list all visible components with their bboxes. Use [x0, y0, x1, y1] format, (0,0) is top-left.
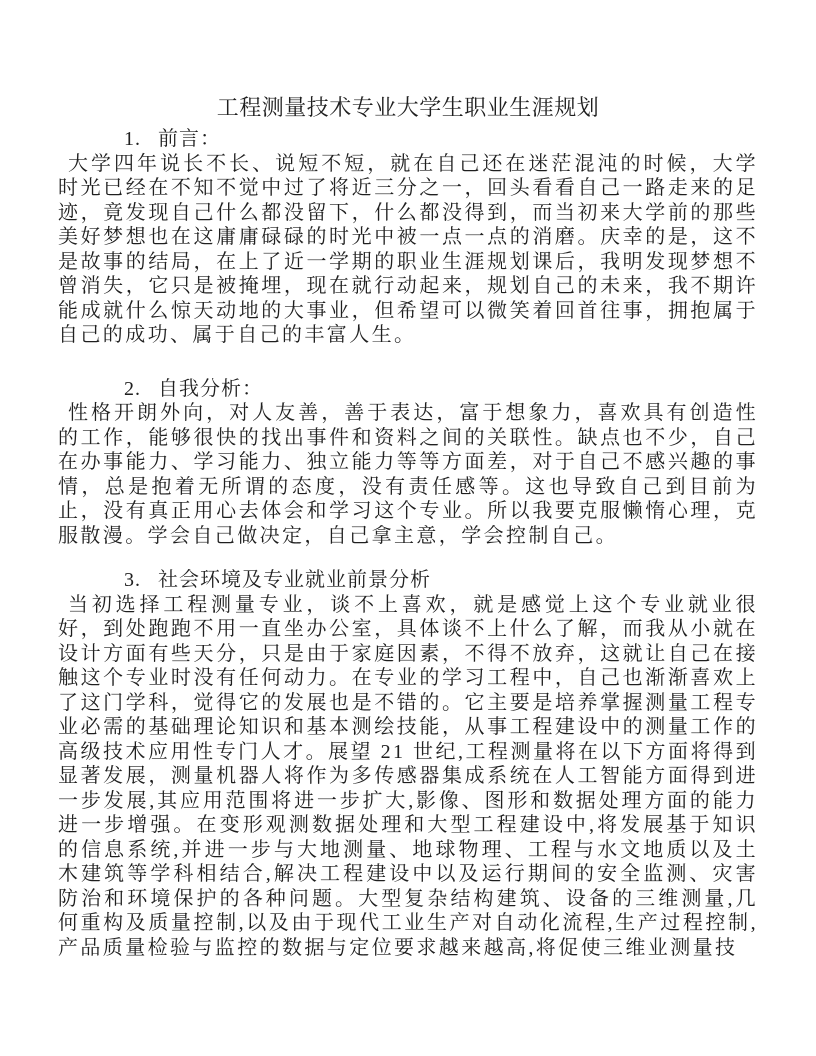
section-heading-environment-outlook: [58, 568, 758, 593]
document-title: 工程测量技术专业大学生职业生涯规划: [216, 95, 600, 120]
section-foreword: [58, 127, 758, 348]
paragraph-self-analysis: 性格开朗外向，对人友善，善于表达，富于想象力，喜欢具有创造性的工作，能够很快的找出事件和资料之间的关联性。缺点也不少，自己在办事能力、学习能力、独立能力等等方面差，对于自己不感兴趣的事情，总是抱着无所谓的态度，没有责任感等。这也导致自己到目前为止，没有真正用心去体会和学习这个专业。所以我要克服懒惰心理，克服散漫。学会自己做决定，自己拿主意，学会控制自己。: [58, 402, 758, 547]
paragraph-foreword: 大学四年说长不长、说短不短，就在自己还在迷茫混沌的时候，大学时光已经在不知不觉中过了将近三分之一，回头看看自己一路走来的足迹，竟发现自己什么都没留下，什么都没得到，而当初来大学前的那些美好梦想也在这庸庸碌碌的时光中被一点一点的消磨。庆幸的是，这不是故事的结局，在上了近一学期的职业生涯规划课后，我明发现梦想不曾消失，它只是被掩埋，现在就行动起来，规划自己的未来，我不期许能成就什么惊天动地的大事业，但希望可以微笑着回首往事，拥抱属于自己的成功、属于自己的丰富人生。: [58, 152, 758, 346]
section-title: 社会环境及专业就业前景分析: [158, 569, 431, 591]
section-environment-outlook: [58, 568, 758, 960]
section-self-analysis: [58, 377, 758, 549]
section-heading-self-analysis: [58, 377, 758, 402]
section-title: 前言：: [158, 128, 221, 150]
paragraph-environment-outlook: 当初选择工程测量专业，谈不上喜欢，就是感觉上这个专业就业很好，到处跑跑不用一直坐办公室，具体谈不上什么了解，而我从小就在设计方面有些天分，只是由于家庭因素，不得不放弃，这就让自己在接触这个专业时没有任何动力。在专业的学习工程中，自己也渐渐喜欢上了这门学科，觉得它的发展也是不错的。它主要是培养掌握测量工程专业必需的基础理论知识和基本测绘技能，从事工程建设中的测量工作的高级技术应用性专门人才。展望 21 世纪,工程测量将在以下方面将得到显著发展，测量机器人将作为多传感器集成系统在人工智能方面得到进一步发展,其应用范围将进一步扩大,影像、图形和数据处理方面的能力进一步增强。在变形观测数据处理和大型工程建设中,将发展基于知识的信息系统,并进一步与大地测量、地球物理、工程与水文地质以及土木建筑等学科相结合,解决工程建设中以及运行期间的安全监测、灾害防治和环境保护的各种问题。大型复杂结构建筑、设备的三维测量,几何重构及质量控制,以及由于现代工业生产对自动化流程,生产过程控制,产品质量检验与监控的数据与定位要求越来越高,将促使三维业测量技: [58, 593, 758, 959]
section-number: 1.: [124, 128, 141, 150]
section-title: 自我分析：: [158, 377, 263, 400]
section-number: 3.: [124, 569, 141, 591]
section-number: 2.: [124, 377, 141, 400]
section-heading-foreword: [58, 127, 758, 152]
